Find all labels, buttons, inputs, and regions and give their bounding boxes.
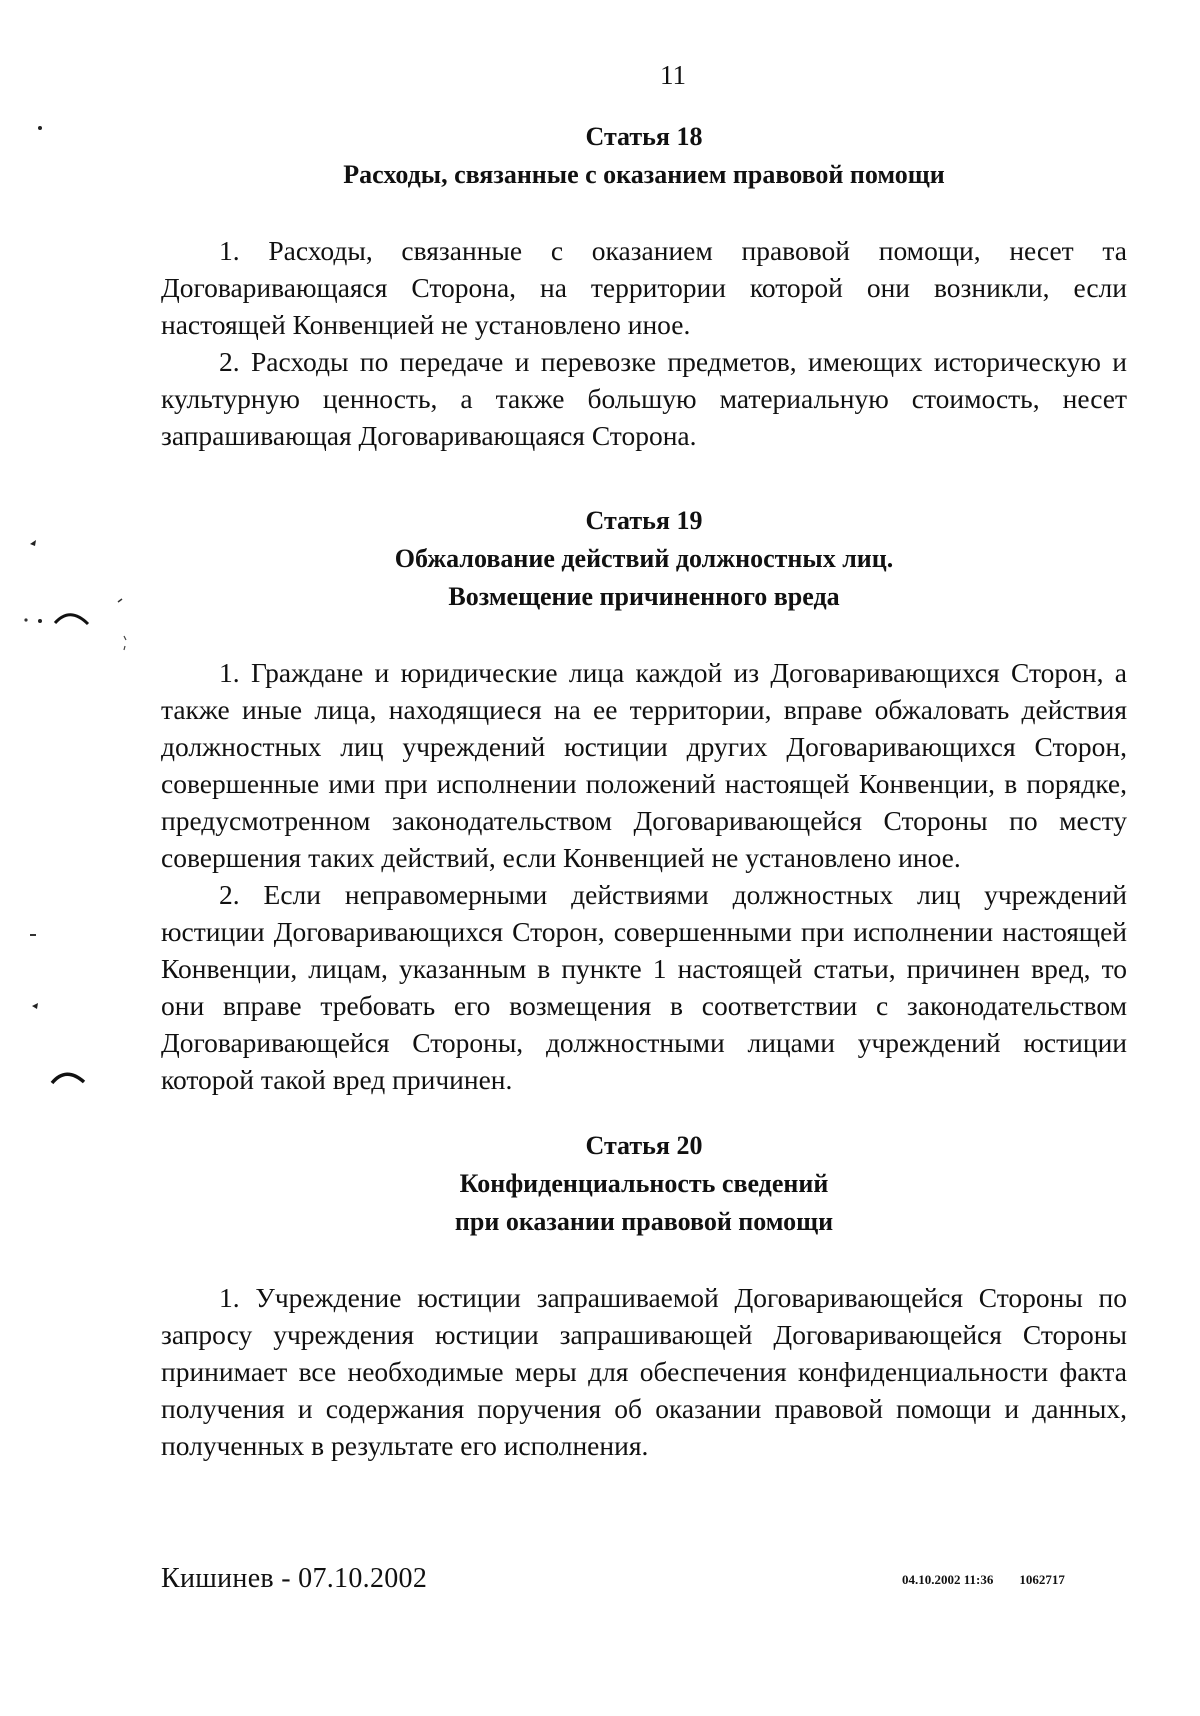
footer-doc-id: 1062717 [1019, 1572, 1065, 1587]
article-20 [161, 1127, 1127, 1464]
article-heading: Возмещение причиненного вреда [448, 582, 840, 611]
scan-speck [30, 540, 36, 546]
punch-hole-arc [52, 1074, 84, 1083]
paragraph: 1. Учреждение юстиции запрашиваемой Договаривающейся Стороны по запросу учреждения юстиции запрашивающей Договаривающейся Стороны принимает все необходимые меры для обеспечения конфиденциальности факта получения и содержания поручения об оказании правовой помощи и данных, полученных в результате его исполнения. [161, 1282, 1127, 1461]
article-heading: при оказании правовой помощи [454, 1207, 834, 1236]
footer-place-date: Кишинев - 07.10.2002 [161, 1563, 428, 1594]
scan-speck [24, 618, 27, 621]
article-body [161, 1279, 1127, 1464]
paragraph: 2. Расходы по передаче и перевозке предметов, имеющих историческую и культурную ценность, а также большую материальную стоимость, несет запрашивающая Договаривающаяся Сторона. [161, 346, 1127, 451]
article-title: Статья 18 [585, 122, 703, 151]
scan-speck [38, 126, 42, 130]
article-18 [161, 118, 1127, 454]
article-body [161, 232, 1127, 454]
footer-stamp [902, 1572, 1065, 1588]
article-19 [161, 502, 1127, 1098]
scan-speck [38, 619, 42, 623]
article-title: Статья 19 [585, 506, 703, 535]
scan-speck [118, 599, 122, 602]
article-heading: Расходы, связанные с оказанием правовой помощи [343, 160, 945, 189]
scan-speck [32, 1003, 38, 1009]
paragraph: 1. Граждане и юридические лица каждой из Договаривающихся Сторон, а также иные лица, находящиеся на ее территории, вправе обжаловать действия должностных лиц учреждений юстиции других Договаривающихся Сторон, совершенные ими при исполнении положений настоящей Конвенции, в порядке, предусмотренном законодательством Договаривающейся Стороны по месту совершения таких действий, если Конвенцией не установлено иное. [161, 657, 1127, 873]
paragraph: 2. Если неправомерными действиями должностных лиц учреждений юстиции Договаривающихся Сторон, совершенными при исполнении настоящей Конвенции, лицам, указанным в пункте 1 настоящей статьи, причинен вред, то они вправе требовать его возмещения в соответствии с законодательством Договаривающейся Стороны, должностными лицами учреждений юстиции которой такой вред причинен. [161, 879, 1127, 1095]
paragraph: 1. Расходы, связанные с оказанием правовой помощи, несет та Договаривающаяся Сторона, на территории которой они возникли, если настоящей Конвенцией не установлено иное. [161, 235, 1127, 340]
punch-hole-arc [55, 615, 88, 624]
article-heading: Конфиденциальность сведений [459, 1169, 829, 1198]
page-number: 11 [660, 60, 686, 90]
scan-artifacts [0, 0, 140, 1716]
footer-timestamp: 04.10.2002 11:36 [902, 1572, 994, 1587]
article-body [161, 654, 1127, 1098]
article-title: Статья 20 [585, 1131, 703, 1160]
scan-speck [124, 636, 126, 650]
article-heading: Обжалование действий должностных лиц. [394, 544, 894, 573]
